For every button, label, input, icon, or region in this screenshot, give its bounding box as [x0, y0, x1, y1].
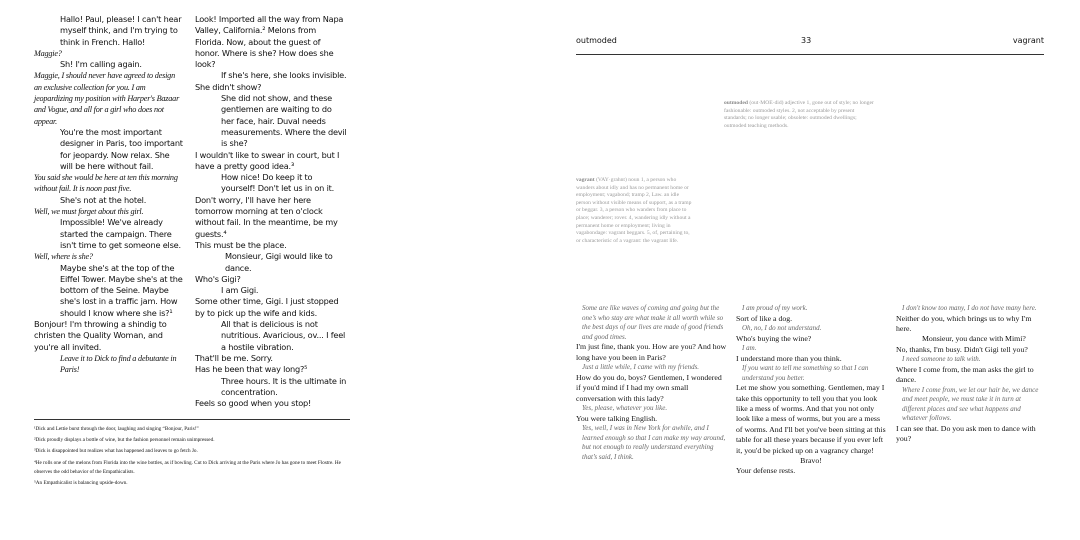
right-col3-line: I don't know too many, I do not have many here. — [902, 304, 1037, 312]
right-column-3 — [896, 304, 1046, 445]
right-col2-line: I am proud of my work. — [742, 304, 808, 312]
right-col2-line: Your defense rests. — [736, 466, 796, 476]
left-col1-line: Impossible! We've already started the campaign. There isn't time to get someone else. — [60, 217, 181, 250]
right-column-2 — [736, 304, 886, 477]
right-col1-line: Some are like waves of coming and going but the one’s who stay are what make it all worth while so the best days of our lives are made of good friends and good times. — [582, 304, 724, 341]
left-col2-line: This must be the place. — [195, 239, 287, 250]
right-col2-line: I understand more than you think. — [736, 353, 842, 363]
right-col1-line: Yes, well, I was in New York for awhile, and I learned enough so that I can make my way around, but not enough to really understand everything that’s said, I think. — [582, 424, 726, 461]
right-col2-line: If you want to tell me something so that I can understand you better. — [742, 364, 869, 382]
footnote: ⁴He rolls one of the melons from Florida into the wine bottles, as if bowling. Cut to Dick arriving at the Paris where Jo has gone to meet Flostre. He observes the odd behavior of the Empathicalists. — [34, 459, 341, 475]
left-col1-line: Maggie? — [34, 48, 62, 58]
right-col2-line: Sort of like a dog. — [736, 313, 793, 323]
right-col3-line: Where I come from, we let our hair be, we dance and meet people, we must take it in turn at different places and see what happens and whatever follows. — [902, 385, 1039, 423]
left-col2-line: Who's Gigi? — [195, 273, 241, 284]
right-col3-line: No, thanks, I'm busy. Didn't Gigi tell you? — [896, 344, 1028, 354]
def-word-vagrant: vagrant — [576, 177, 595, 183]
left-col2-line: All that is delicious is not nutritious. Avaricious, ov... I feel a hostile vibration. — [221, 319, 346, 352]
footnotes — [34, 425, 352, 490]
left-col2-line: Has he been that way long?⁵ — [195, 364, 308, 375]
left-col1-line: You're the most important designer in Paris, too important for jeopardy. Now relax. She will be here without fail. — [60, 126, 183, 171]
left-col2-line: She didn't show? — [195, 81, 262, 92]
right-col3-line: Where I come from, the man asks the girl to dance. — [896, 364, 1034, 385]
left-col1-line: She's not at the hotel. — [60, 194, 147, 205]
right-col1-line: Yes, please, whatever you like. — [582, 404, 668, 412]
left-col1-line: Sh! I'm calling again. — [60, 59, 142, 70]
right-col2-line: Oh, no, I do not understand. — [742, 324, 822, 332]
left-col2-line: Monsieur, Gigi would like to dance. — [225, 251, 333, 273]
left-col2-line: If she's here, she looks invisible. — [221, 70, 347, 81]
def-pron-outmoded: (out·MOE·did) adjective — [749, 100, 806, 106]
left-col2-line: She did not show, and these gentlemen are waiting to do her face, hair. Duval needs measurements. Where the devil is she? — [221, 93, 347, 149]
left-col1-line: Well, we must forget about this girl. — [34, 207, 144, 217]
left-col2-line: Look! Imported all the way from Napa Valley, California.² Melons from Florida. Now, about the guest of honor. Where is she? How does she look? — [195, 14, 344, 70]
def-body-outmoded: 1, gone out of style; no longer fashionable: outmoded styles. 2, not acceptable by present standards; no longer usable; obsolete: outmoded dwellings; outmoded teaching methods. — [724, 100, 874, 129]
right-col3-line: I need someone to talk with. — [902, 355, 981, 364]
page-number: 33 — [801, 36, 812, 45]
footnote: ¹Dick and Lettie burst through the door, laughing and singing “Bonjour, Paris!” — [34, 426, 199, 432]
def-pron-vagrant: (VAY·grahnt) noun — [596, 177, 640, 183]
right-col1-line: Just a little while, I came with my friends. — [582, 363, 700, 372]
left-col2-line: Feels so good when you stop! — [195, 398, 312, 409]
right-col1-line: You were talking English. — [576, 413, 658, 423]
footnote: ²Dick proudly displays a bottle of wine, but the fashion personnel remain unimpressed. — [34, 437, 215, 444]
left-col2-line: I wouldn't like to swear in court, but I have a pretty good idea.³ — [195, 149, 340, 171]
left-column-1 — [34, 14, 184, 376]
left-col1-line: Maggie, I should never have agreed to design an exclusive collection for you. I am jeopardizing my position with Harper's Bazaar and Vogue, and all for a girl who does not appear. — [34, 71, 180, 126]
right-col2-line: Let me show you something. Gentlemen, may I take this opportunity to tell you that you look like a mess of worms. And that you not only look like a mess of worms, but you are a mess of worms. And I'll bet you've been sitting at this table for all these years because if you ever left it, you'd be picked up on a vagrancy charge! — [736, 383, 886, 455]
right-column-1 — [576, 304, 728, 462]
right-col1-line: How do you do, boys? Gentlemen, I wondered if you'd mind if I had my own small conversation with this lady? — [576, 372, 722, 403]
def-word-outmoded: outmoded — [724, 100, 748, 106]
header-rule — [576, 54, 1044, 55]
left-col2-line: I am Gigi. — [221, 285, 259, 296]
footnote: ³Dick is disappointed but realizes what has happened and leaves to go fetch Jo. — [34, 448, 198, 455]
right-col2-line: Bravo! — [800, 456, 822, 466]
left-col1-line: Hallo! Paul, please! I can't hear myself think, and I'm trying to think in French. Hallo! — [60, 14, 182, 47]
left-col2-line: Don't worry, I'll have her here tomorrow morning at ten o'clock without fail. In the meantime, be my guests.⁴ — [195, 194, 338, 239]
left-col2-line: How nice! Do keep it to yourself! Don't let us in on it. — [221, 172, 335, 194]
left-col1-line: Well, where is she? — [34, 252, 93, 262]
left-col1-line: Bonjour! I'm throwing a shindig to christen the Quality Woman, and you're all invited. — [34, 319, 167, 352]
right-col2-line: Who's buying the wine? — [736, 333, 812, 343]
footnote: ⁵An Empathicalist is balancing upside-down. — [34, 480, 128, 487]
right-col3-line: Monsieur, you dance with Mimi? — [922, 334, 1026, 344]
left-col1-line: Leave it to Dick to find a debutante in Paris! — [60, 353, 177, 375]
def-body-vagrant: 1, a person who wanders about idly and has no permanent home or employment; vagabond; tramp 2, Law. an idle person without visible means of support, as a tramp or beggar. 3, a person who wanders from place to place; wanderer; rover. 4, wandering idly without a permanent home or employment; living in vagabondage: vagrant beggars. 5, of, pertaining to, or characteristic of a vagrant: the vagrant life. — [576, 177, 692, 244]
right-col3-line: Neither do you, which brings us to why I'm here. — [896, 313, 1032, 333]
right-col2-line: I am. — [742, 344, 757, 352]
definition-outmoded — [724, 100, 874, 130]
left-column-2 — [195, 14, 347, 409]
right-col1-line: I'm just fine, thank you. How are you? And how long have you been in Paris? — [576, 342, 727, 362]
footnote-rule — [34, 419, 350, 420]
definition-vagrant — [576, 177, 694, 245]
left-col2-line: Three hours. It is the ultimate in concentration. — [221, 375, 347, 397]
left-col1-line: You said she would be here at ten this morning without fail. It is noon past five. — [34, 173, 178, 194]
left-col1-line: Maybe she's at the top of the Eiffel Tower. Maybe she's at the bottom of the Seine. Maybe she's lost in a traffic jam. How should I know where she is?¹ — [60, 262, 183, 318]
right-col3-line: I can see that. Do you ask men to dance with you? — [896, 424, 1036, 444]
left-col2-line: That'll be me. Sorry. — [195, 352, 273, 363]
running-header-right: vagrant — [1012, 36, 1044, 45]
running-header-left: outmoded — [576, 36, 617, 45]
left-col2-line: Some other time, Gigi. I just stopped by to pick up the wife and kids. — [195, 296, 339, 318]
